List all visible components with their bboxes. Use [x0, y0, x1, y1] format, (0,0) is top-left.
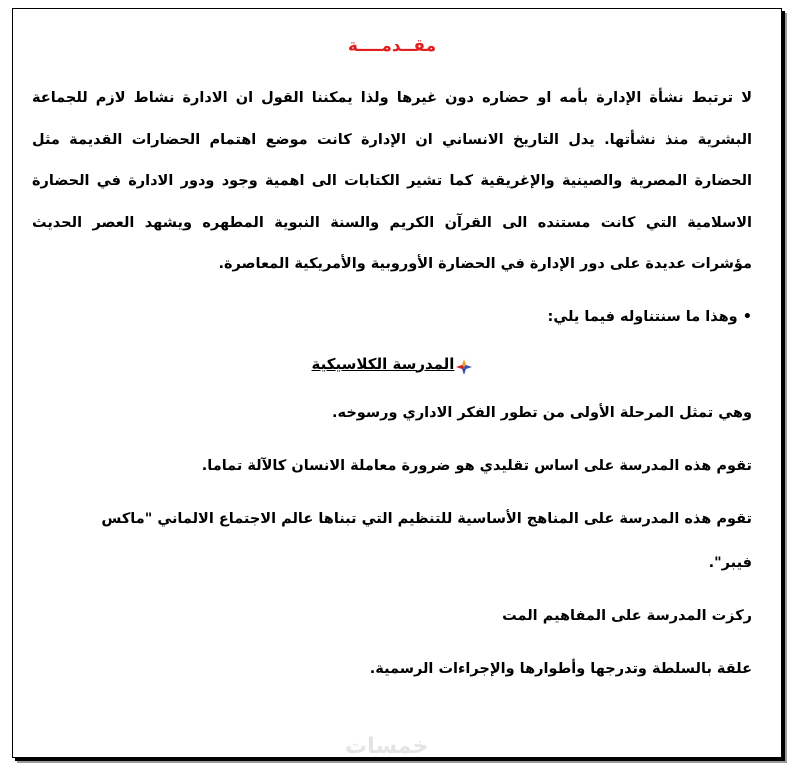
- text-line-1: وهي تمثل المرحلة الأولى من تطور الفكر الاداري ورسوخه.: [332, 404, 752, 421]
- text-line-3: تقوم هذه المدرسة على المناهج الأساسية للتنظيم التي تبناها عالم الاجتماع الالماني "ماكس: [101, 510, 752, 527]
- text-line-6: علقة بالسلطة وتدرجها وأطوارها والإجراءات الرسمية.: [369, 660, 752, 677]
- diamond-bullet-icon: [456, 356, 472, 372]
- document-title: مقــدمــــة: [347, 36, 437, 56]
- bullet-line: • وهذا ما سنتناوله فيما يلي:: [547, 308, 752, 325]
- watermark-logo: خمسات: [345, 734, 429, 759]
- intro-paragraph: لا ترتبط نشأة الإدارة بأمه او حضاره دون غيرها ولذا يمكننا القول ان الادارة نشاط لازم للجماعة البشرية منذ نشأتها. يدل التاريخ الانساني ان الإدارة كانت موضع اهتمام الحضارات القديمة مثل الحضارة المصرية والصينية والإغريقية كما تشير الكتابات الى اهمية وجود ودور الادارة في الحضارة الاسلامية التي كانت مستنده الى القرآن الكريم والسنة النبوية المطهره ويشهد العصر الحديث مؤشرات عديدة على دور الإدارة في الحضارة الأوروبية والأمريكية المعاصرة.: [32, 90, 752, 272]
- section-heading-label: المدرسة الكلاسيكية: [311, 354, 455, 373]
- text-line-2: تقوم هذه المدرسة على اساس تقليدي هو ضرورة معاملة الانسان كالآلة تماما.: [201, 457, 752, 474]
- text-line-5: ركزت المدرسة على المفاهيم المت: [502, 607, 752, 624]
- section-heading: [32, 350, 752, 378]
- text-line-4: فيبر".: [708, 554, 752, 571]
- document-body: [32, 36, 752, 682]
